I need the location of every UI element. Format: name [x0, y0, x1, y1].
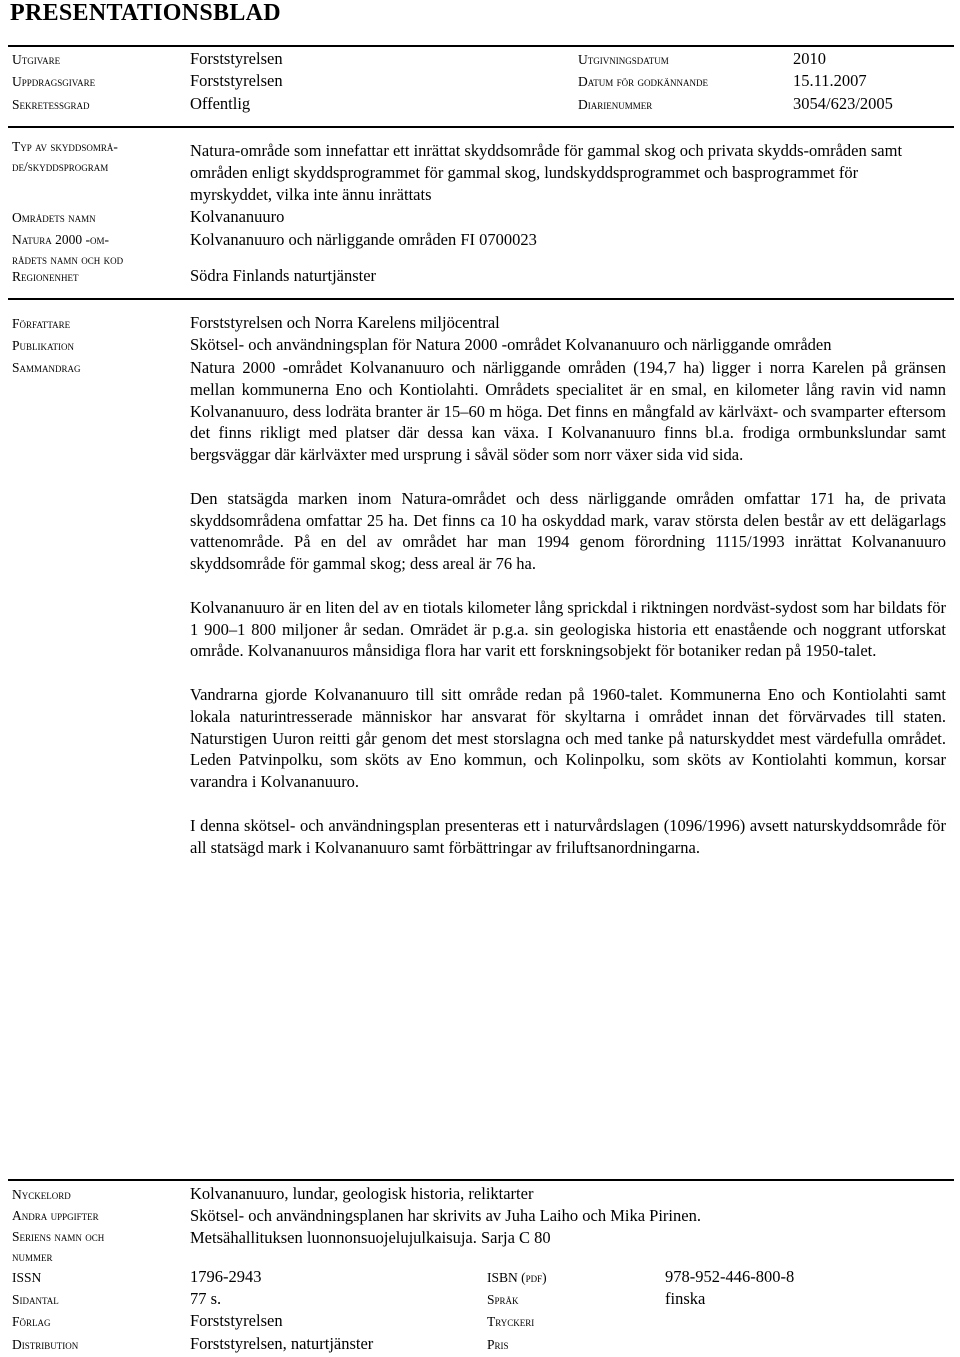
isbn-label: ISBN (pdf) [487, 1270, 547, 1285]
sammandrag-label: Sammandrag [12, 360, 81, 375]
natura-label-line1: Natura 2000 -om- [12, 232, 109, 247]
utgivare-label: Utgivare [12, 52, 61, 67]
sidantal-value: 77 s. [190, 1289, 222, 1308]
uppdragsgivare-label: Uppdragsgivare [12, 74, 96, 89]
utgivningsdatum-label: Utgivningsdatum [578, 52, 669, 67]
typ-label [12, 137, 118, 177]
page-title: PRESENTATIONSBLAD [10, 0, 281, 26]
andra-uppgifter-label: Andra uppgifter [12, 1208, 99, 1223]
nyckelord-label: Nyckelord [12, 1187, 71, 1202]
isbn-value: 978-952-446-800-8 [665, 1267, 795, 1286]
regionenhet-label: Regionenhet [12, 269, 79, 284]
diarienummer-value: 3054/623/2005 [793, 94, 893, 113]
distribution-label: Distribution [12, 1337, 79, 1352]
issn-value: 1796-2943 [190, 1267, 262, 1286]
sekretessgrad-value: Offentlig [190, 94, 251, 113]
divider [8, 298, 954, 300]
forlag-label: Förlag [12, 1314, 51, 1329]
divider [8, 45, 954, 47]
natura-value: Kolvananuuro och närliggande områden FI 0700023 [190, 230, 537, 249]
sekretessgrad-label: Sekretessgrad [12, 97, 90, 112]
serie-label [12, 1227, 104, 1267]
typ-label-line2: de/skyddsprogram [12, 159, 109, 174]
regionenhet-value: Södra Finlands naturtjänster [190, 266, 377, 285]
omradets-namn-label: Områdets namn [12, 210, 96, 225]
nyckelord-value: Kolvananuuro, lundar, geologisk historia, reliktarter [190, 1184, 534, 1203]
forlag-value: Forststyrelsen [190, 1311, 283, 1330]
tryckeri-label: Tryckeri [487, 1314, 535, 1329]
andra-uppgifter-value: Skötsel- och användningsplanen har skrivits av Juha Laiho och Mika Pirinen. [190, 1206, 701, 1225]
uppdragsgivare-value: Forststyrelsen [190, 71, 283, 90]
distribution-value: Forststyrelsen, naturtjänster [190, 1334, 374, 1353]
datum-godkannande-label: Datum för godkännande [578, 74, 709, 89]
diarienummer-label: Diarienummer [578, 97, 653, 112]
issn-label: ISSN [12, 1270, 42, 1285]
summary-paragraph: Den statsägda marken inom Natura-området och dess närliggande områden omfattar 171 ha, de privata skyddsområdena omfattar 25 ha. Det finns ca 10 ha oskyddad mark, varav största delen består av ett delägarlags vattenområde. På en del av området har man 1994 genom förordning 1115/1993 inrättat Kolvananuuro skyddsområde för gammal skog; dess areal är 76 ha. [190, 488, 946, 574]
divider [8, 126, 954, 128]
datum-godkannande-value: 15.11.2007 [793, 71, 867, 90]
omradets-namn-value: Kolvananuuro [190, 207, 285, 226]
natura-label [12, 230, 123, 270]
publikation-value: Skötsel- och användningsplan för Natura 2000 -området Kolvananuuro och närliggande områden [190, 335, 832, 354]
serie-value: Metsähallituksen luonnonsuojelujulkaisuja. Sarja C 80 [190, 1228, 551, 1247]
divider [8, 1179, 954, 1181]
pris-label: Pris [487, 1337, 509, 1352]
summary-paragraph: Vandrarna gjorde Kolvananuuro till sitt område redan på 1960-talet. Kommunerna Eno och Kontiolahti samt lokala naturintresserade människor har ansvarat för skyltarna i området innan det förvärvades till staten. Naturstigen Uuron reitti går genom det mest storslagna och med tanke på naturskyddet mest värdefulla området. Leden Patvinpolku, som sköts av Eno kommun, och Kolinpolku, som sköts av Kontiolahti kommun, korsar varandra i Kolvananuuro. [190, 684, 946, 792]
serie-label-line1: Seriens namn och [12, 1229, 105, 1244]
publikation-label: Publikation [12, 338, 75, 353]
summary-paragraph: I denna skötsel- och användningsplan presenteras ett i naturvårdslagen (1096/1996) avsett naturskyddsområde för all statsägd mark i Kolvananuuro samt förbättringar av friluftsanordningarna. [190, 815, 946, 857]
sprak-value: finska [665, 1289, 706, 1308]
typ-label-line1: Typ av skyddsområ- [12, 139, 118, 154]
sidantal-label: Sidantal [12, 1292, 59, 1307]
utgivare-value: Forststyrelsen [190, 49, 283, 68]
forfattare-value: Forststyrelsen och Norra Karelens miljöcentral [190, 313, 500, 332]
sprak-label: Språk [487, 1292, 519, 1307]
typ-value: Natura-område som innefattar ett inrättat skyddsområde för gammal skog och privata skydds-områden samt områden enligt skyddsprogrammet för gammal skog, lundskyddsprogrammet och basprogrammet för myrskyddet, vilka inte ännu inrättats [190, 141, 903, 204]
natura-label-line2: rådets namn och kod [12, 252, 124, 267]
summary-paragraph: Natura 2000 -området Kolvananuuro och närliggande områden (194,7 ha) ligger i norra Karelen på gränsen mellan kommunerna Eno och Kontiolahti. Områdets specialitet är en smal, en kilometer lång ravin vid namn Kolvananuuro, dess lodräta branter är 15–60 m höga. Det finns en mångfald av kärlväxt- och svamparter eftersom det finns rikligt med platser där dessa kan växa. I Kolvananuuro finns bl.a. frodiga ormbunkslundar samt bergsväggar där kärlväxter med ursprung i såväl söder som norr växer sida vid sida. [190, 358, 946, 465]
summary [190, 357, 946, 880]
serie-label-line2: nummer [12, 1249, 53, 1264]
summary-paragraph: Kolvananuuro är en liten del av en tiotals kilometer lång sprickdal i riktningen nordväst-sydost som har bildats för 1 900–1 800 miljoner år sedan. Omrädet är p.g.a. sin geologiska historia ett enastående och noggrant utforskat område. Kolvananuuros månsidiga flora har varit ett forskningsobjekt för botaniker redan på 1950-talet. [190, 597, 946, 661]
forfattare-label: Författare [12, 316, 71, 331]
utgivningsdatum-value: 2010 [793, 49, 826, 68]
